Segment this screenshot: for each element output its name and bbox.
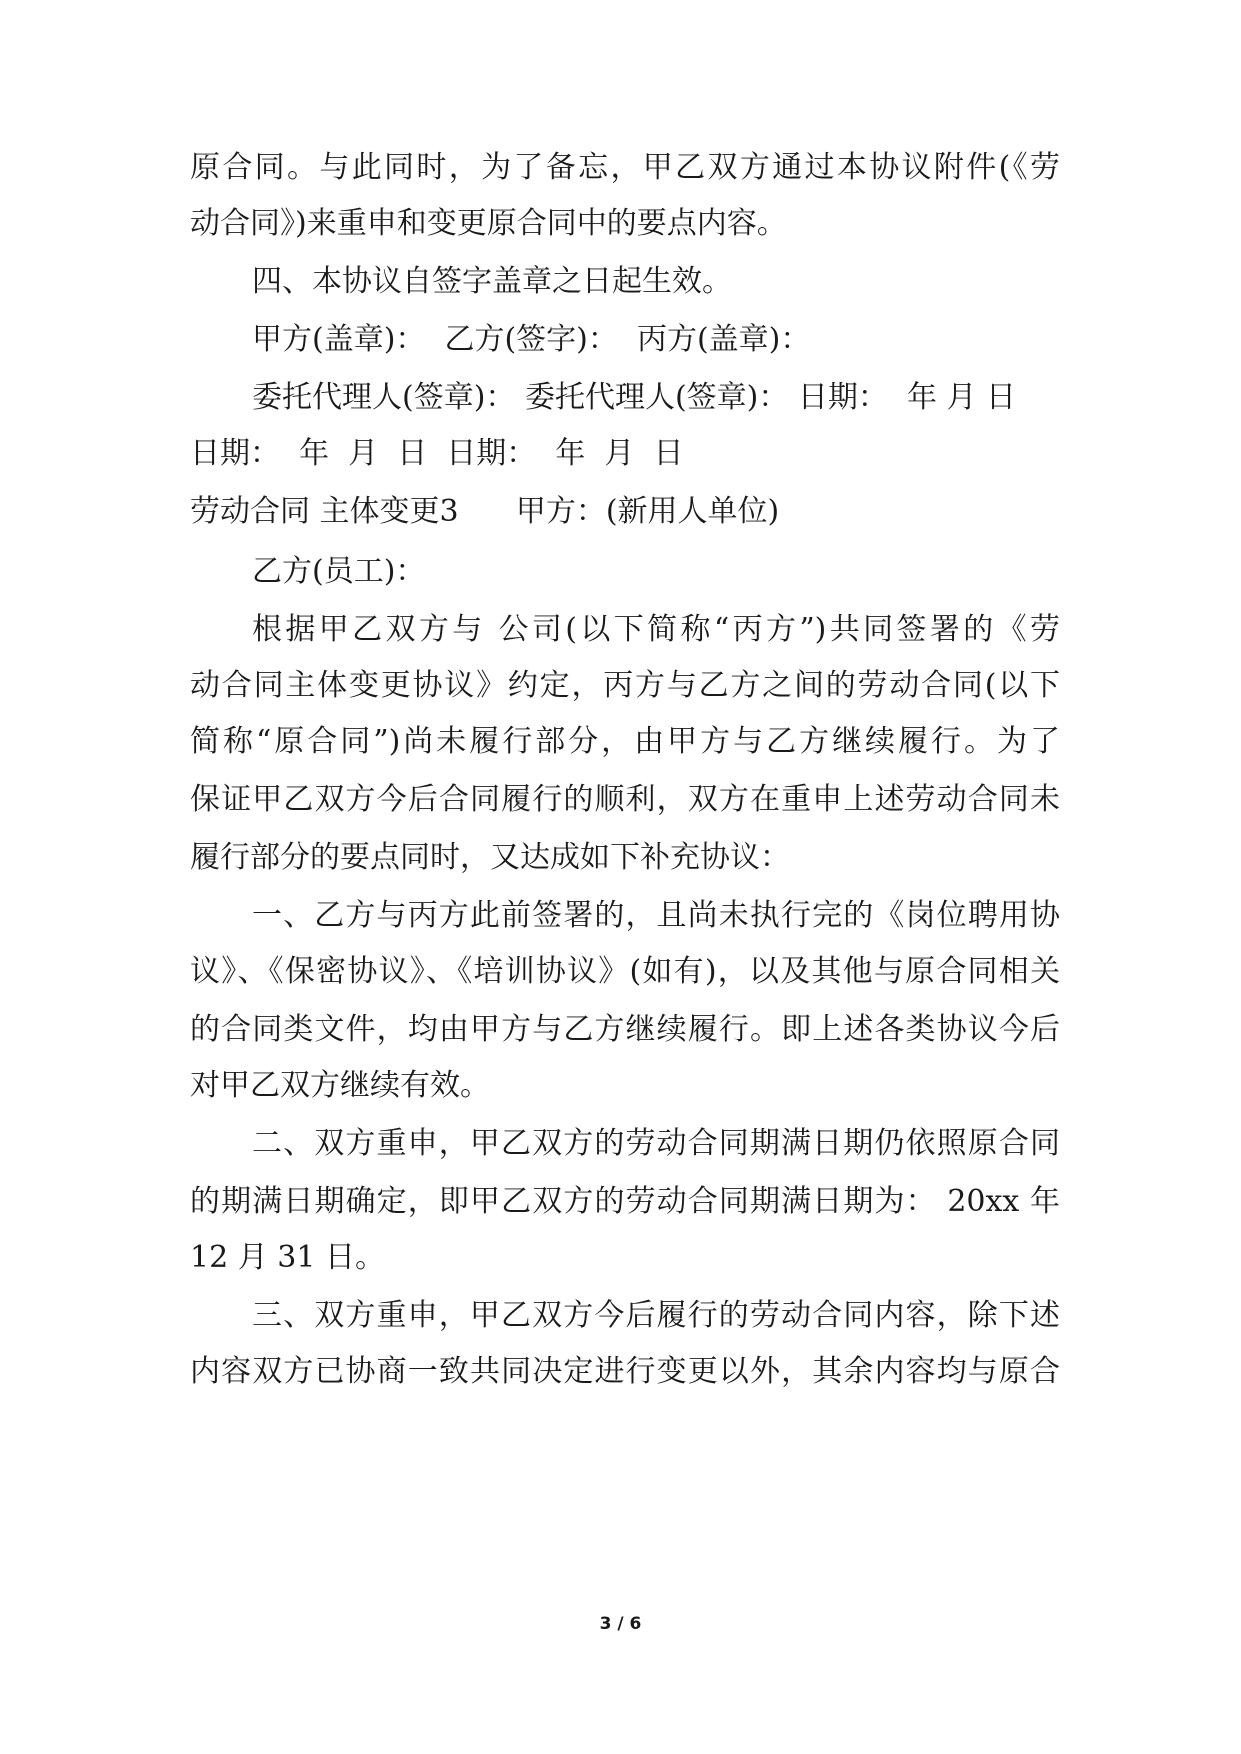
- text-line-1: 原合同。与此同时，为了备忘，甲乙双方通过本协议附件(《劳: [190, 150, 1060, 185]
- text-line-6: 日期： 年 月 日 日期： 年 月 日: [190, 436, 684, 471]
- text-line-18: 二、双方重申，甲乙双方的劳动合同期满日期仍依照原合同: [252, 1126, 1060, 1161]
- text-line-19: 的期满日期确定，即甲乙双方的劳动合同期满日期为： 20xx 年: [190, 1184, 1060, 1219]
- text-line-20: 12 月 31 日。: [190, 1240, 385, 1275]
- text-line-16: 的合同类文件，均由甲方与乙方继续履行。即上述各类协议今后: [190, 1012, 1060, 1047]
- text-line-3: 四、本协议自签字盖章之日起生效。: [252, 264, 732, 299]
- text-line-14: 一、乙方与丙方此前签署的，且尚未执行完的《岗位聘用协: [252, 898, 1060, 933]
- text-line-22: 内容双方已协商一致共同决定进行变更以外，其余内容均与原合: [190, 1354, 1060, 1389]
- text-line-5: 委托代理人(签章)： 委托代理人(签章)： 日期： 年 月 日: [252, 380, 1017, 415]
- text-line-11: 简称“原合同”)尚未履行部分，由甲方与乙方继续履行。为了: [190, 724, 1060, 759]
- text-line-9: 根据甲乙双方与 公司(以下简称“丙方”)共同签署的《劳: [252, 612, 1060, 647]
- text-line-12: 保证甲乙双方今后合同履行的顺利，双方在重申上述劳动合同未: [190, 782, 1060, 817]
- text-line-21: 三、双方重申，甲乙双方今后履行的劳动合同内容，除下述: [252, 1298, 1060, 1333]
- text-line-4: 甲方(盖章)： 乙方(签字)： 丙方(盖章)：: [252, 322, 811, 357]
- text-line-15: 议》、《保密协议》、《培训协议》(如有)，以及其他与原合同相关: [190, 954, 1060, 989]
- text-line-7: 劳动合同 主体变更3 甲方：(新用人单位): [190, 494, 780, 529]
- text-line-13: 履行部分的要点同时，又达成如下补充协议：: [190, 840, 790, 875]
- text-line-2: 动合同》)来重申和变更原合同中的要点内容。: [190, 206, 787, 241]
- text-line-10: 动合同主体变更协议》约定，丙方与乙方之间的劳动合同(以下: [190, 668, 1060, 703]
- text-line-17: 对甲乙双方继续有效。: [190, 1068, 490, 1103]
- text-line-8: 乙方(员工)：: [252, 554, 426, 589]
- page-number: 3 / 6: [599, 1614, 642, 1634]
